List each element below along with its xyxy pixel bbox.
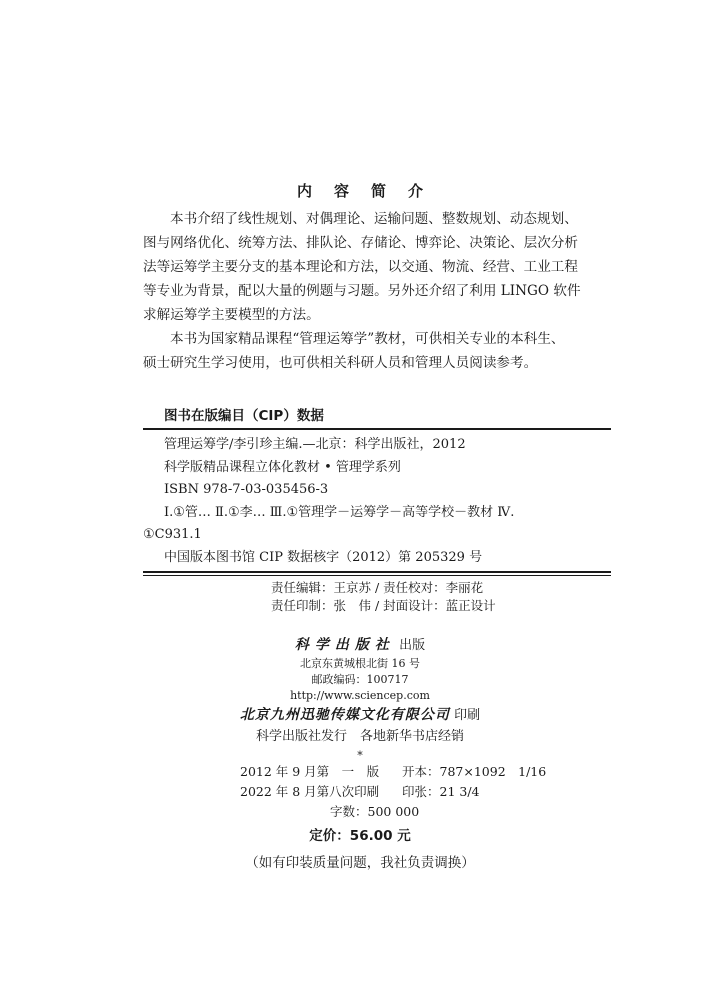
text-line: 本书为国家精品课程“管理运筹学”教材，可供相关专业的本科生、 <box>170 331 565 347</box>
intro-title: 内容简介 <box>296 182 445 200</box>
spec-sheets: 印张：21 3/4 <box>402 784 480 799</box>
cip-line: 管理运筹学/李引珍主编.—北京：科学出版社，2012 <box>164 437 466 452</box>
printer-name: 北京九州迅驰传媒文化有限公司 <box>239 707 450 723</box>
cip-bottom-rule <box>143 571 611 573</box>
publisher-name: 科学出版社 <box>294 637 395 653</box>
publisher-url: http://www.sciencep.com <box>290 689 430 702</box>
cip-bottom-rule-thin <box>143 575 611 576</box>
price: 定价：56.00 元 <box>309 828 411 844</box>
text-line: 法等运筹学主要分支的基本理论和方法，以交通、物流、经营、工业工程 <box>143 259 578 275</box>
distribution-line: 科学出版社发行 各地新华书店经销 <box>255 729 464 744</box>
separator-star: * <box>357 749 363 762</box>
cip-line: ①C931.1 <box>143 527 202 542</box>
cip-line: 中国版本图书馆 CIP 数据核字（2012）第 205329 号 <box>164 549 483 565</box>
publisher-name-line <box>0 634 720 656</box>
intro-paragraph-1 <box>143 207 611 327</box>
publisher-name-suffix: 出版 <box>399 638 426 653</box>
intro-paragraph-2 <box>143 327 611 375</box>
text-line: 等专业为背景，配以大量的例题与习题。另外还介绍了利用 LINGO 软件 <box>143 283 581 299</box>
credit-line-production: 责任印制：张 伟 / 封面设计：蓝正设计 <box>271 598 496 613</box>
spec-format: 开本：787×1092 1/16 <box>402 764 547 779</box>
text-line: 求解运筹学主要模型的方法。 <box>143 307 320 323</box>
spec-words: 字数：500 000 <box>330 804 420 819</box>
cip-line: ISBN 978-7-03-035456-3 <box>164 482 329 497</box>
printer-line <box>0 704 720 726</box>
printer-suffix: 印刷 <box>454 708 481 723</box>
cip-body <box>143 434 611 569</box>
text-line: 硕士研究生学习使用，也可供相关科研人员和管理人员阅读参考。 <box>143 355 538 371</box>
publisher-address: 北京东黄城根北街 16 号 <box>300 657 420 670</box>
credit-line-editors: 责任编辑：王京苏 / 责任校对：李丽花 <box>271 580 484 595</box>
publisher-block <box>0 634 720 764</box>
text-line: 本书介绍了线性规划、对偶理论、运输问题、整数规划、动态规划、 <box>170 211 578 227</box>
cip-line: Ⅰ.①管… Ⅱ.①李… Ⅲ.①管理学－运筹学－高等学校－教材 Ⅳ. <box>164 504 515 520</box>
cip-header: 图书在版编目（CIP）数据 <box>164 408 324 424</box>
spec-printing: 2022 年 8 月第八次印刷 <box>240 784 380 799</box>
text-line: 图与网络优化、统筹方法、排队论、存储论、博弈论、决策论、层次分析 <box>143 235 578 251</box>
quality-notice: （如有印装质量问题，我社负责调换） <box>245 855 475 871</box>
publisher-postal: 邮政编码：100717 <box>311 673 409 686</box>
cip-top-rule <box>143 428 611 430</box>
cip-line: 科学版精品课程立体化教材 • 管理学系列 <box>164 459 401 475</box>
spec-edition: 2012 年 9 月第 一 版 <box>240 764 380 779</box>
